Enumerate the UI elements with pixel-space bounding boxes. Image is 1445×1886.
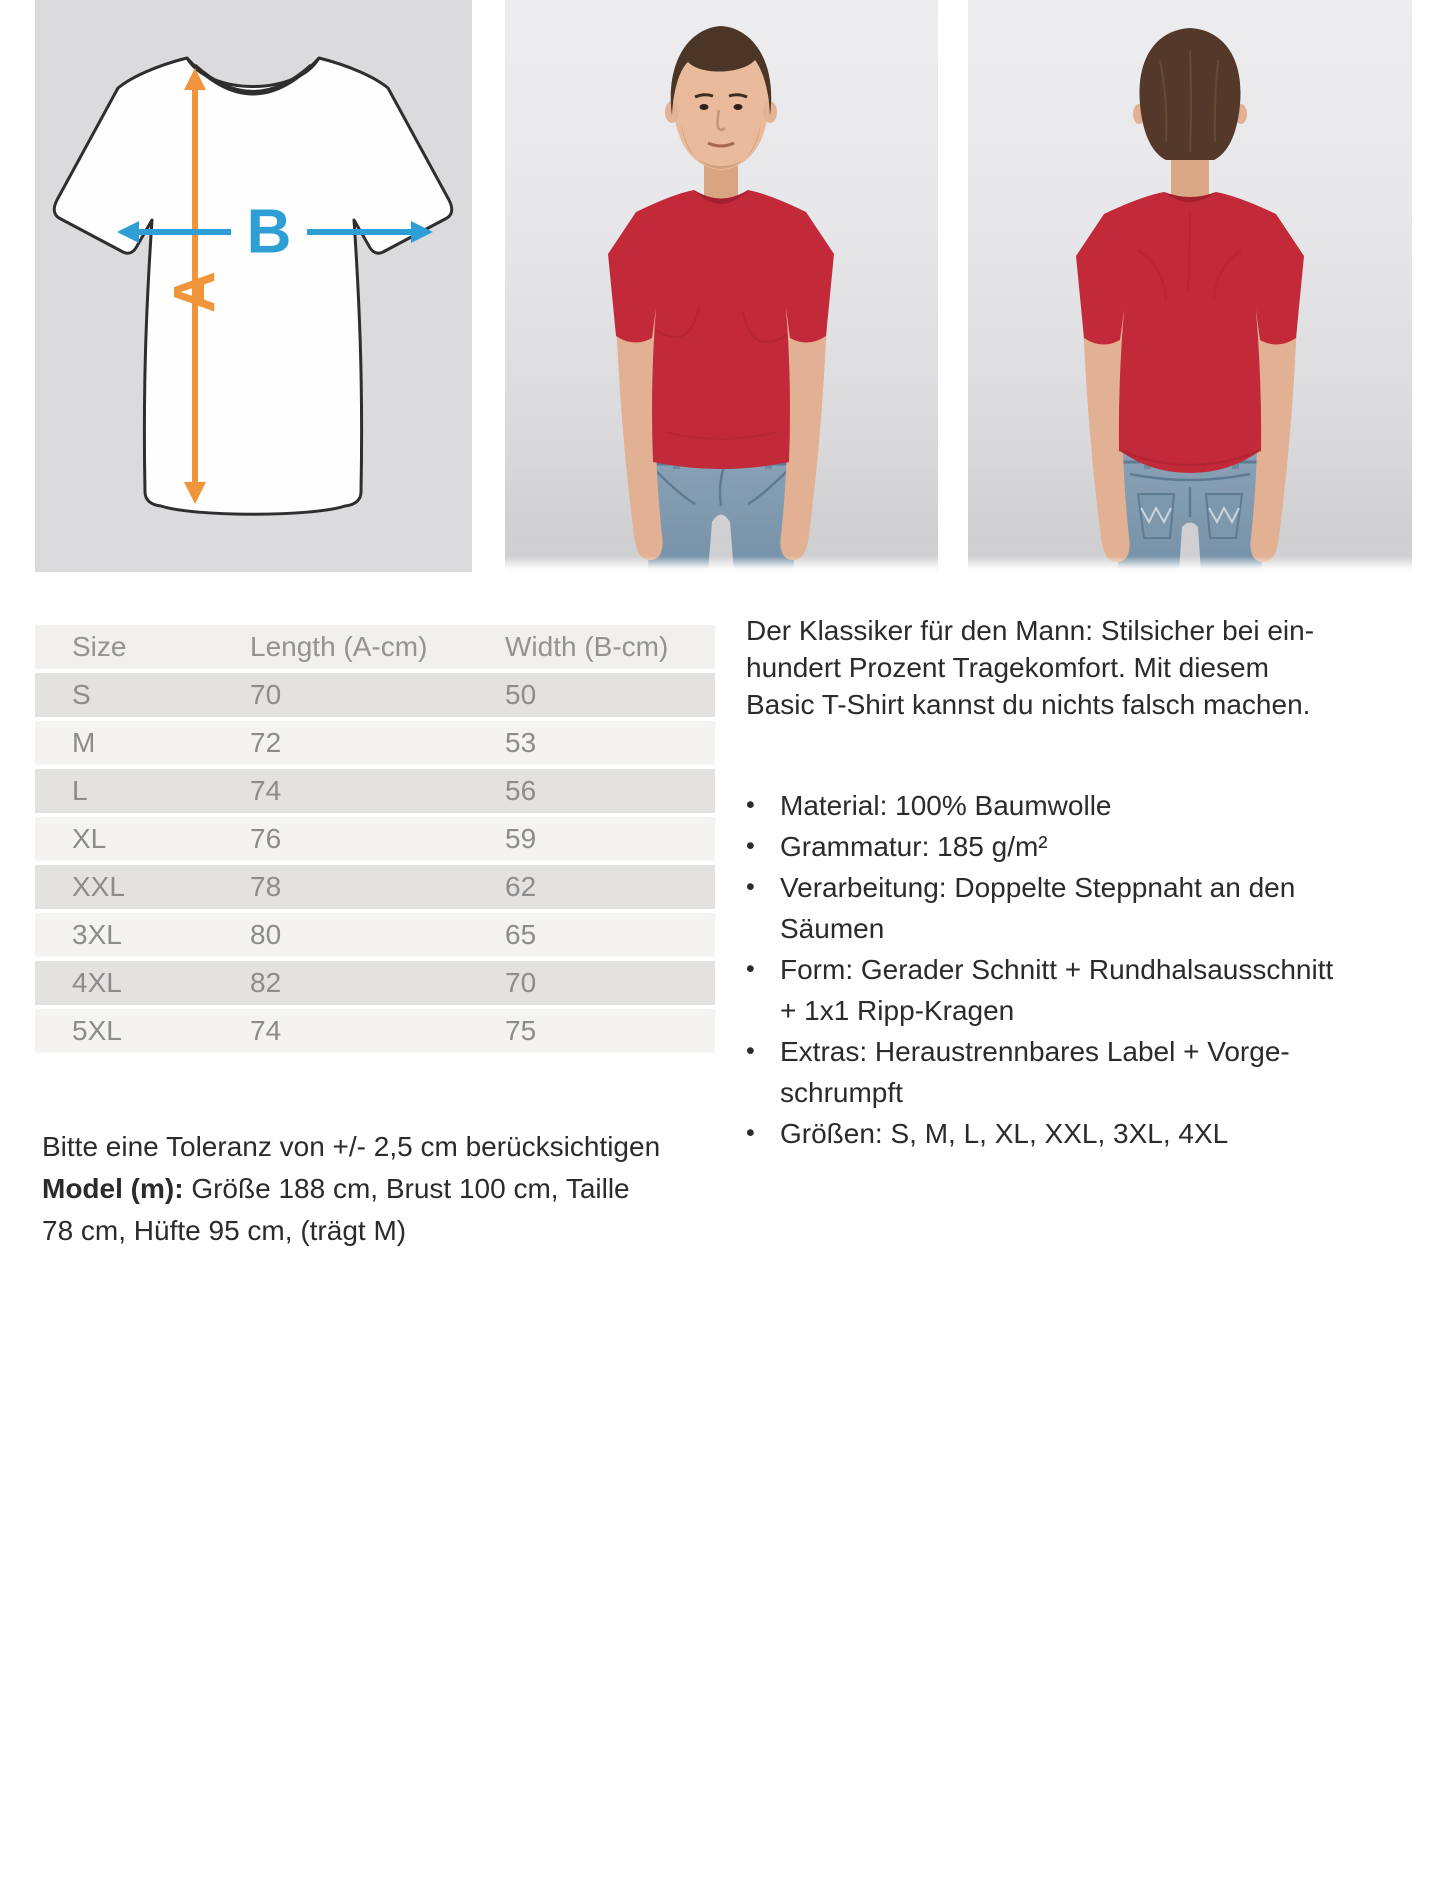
model-info-rest: Größe 188 cm, Brust 100 cm, Taille [191,1173,630,1204]
table-row: S 70 50 [35,673,715,721]
col-header-size: Size [72,631,127,662]
size-table-header [35,625,715,673]
list-item: • Größen: S, M, L, XL, XXL, 3XL, 4XL [746,1113,1418,1154]
measurement-notes [42,1126,702,1252]
product-photo-front[interactable] [505,0,938,572]
front-jeans [648,452,794,572]
bullet-icon: • [746,1119,755,1147]
table-row: L 74 56 [35,769,715,817]
label-b: B [246,197,292,267]
description-paragraph: Der Klassiker für den Mann: Stilsicher bei ein- hundert Prozent Tragekomfort. Mit diesem Basic T-Shirt kannst du nichts falsch machen. [746,615,1315,720]
model-front-illustration [505,0,938,572]
list-item: • Material: 100% Baumwolle [746,785,1418,826]
label-a: A [162,271,228,313]
col-header-width: Width (B-cm) [505,631,669,662]
col-header-length: Length (A-cm) [250,631,428,662]
back-head [1133,28,1247,200]
tolerance-note: Bitte eine Toleranz von +/- 2,5 cm berücksichtigen [42,1131,661,1162]
list-item: • Extras: Heraustrennbares Label + Vorge- schrumpft [746,1031,1418,1113]
table-row: 4XL 82 70 [35,961,715,1009]
list-item: • Grammatur: 185 g/m² [746,826,1418,867]
bullet-icon: • [746,1037,755,1065]
table-row: M 72 53 [35,721,715,769]
table-row: 3XL 80 65 [35,913,715,961]
bullet-icon: • [746,832,755,860]
list-item: • Verarbeitung: Doppelte Steppnaht an den Säumen [746,867,1418,949]
table-row: XXL 78 62 [35,865,715,913]
model-label: Model (m): [42,1173,184,1204]
tshirt-outline [54,58,452,514]
size-table [35,625,715,1057]
bullet-icon: • [746,791,755,819]
product-photo-back[interactable] [968,0,1412,572]
front-head [665,26,777,203]
bullet-icon: • [746,873,755,901]
model-info-line2: 78 cm, Hüfte 95 cm, (trägt M) [42,1215,407,1246]
model-back-illustration [968,0,1412,572]
feature-list [746,785,1418,1154]
tshirt-measurement-diagram [35,0,472,572]
table-row: XL 76 59 [35,817,715,865]
bullet-icon: • [746,955,755,983]
list-item: • Form: Gerader Schnitt + Rundhalsausschnitt + 1x1 Ripp-Kragen [746,949,1418,1031]
model-info-line1 [42,1168,702,1210]
product-description [746,612,1418,1154]
size-diagram-image[interactable] [35,0,472,572]
table-row: 5XL 74 75 [35,1009,715,1057]
